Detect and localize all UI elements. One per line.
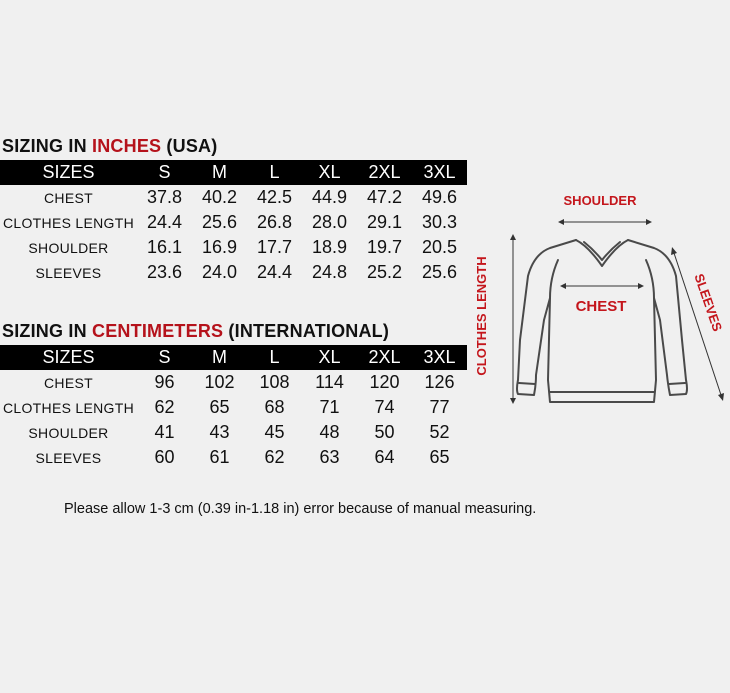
table-row — [0, 420, 467, 445]
cell: 16.1 — [146, 237, 183, 257]
table-row — [0, 235, 467, 260]
clothes-length-label: CLOTHES LENGTH — [474, 256, 489, 376]
row-label: CHEST — [44, 374, 93, 391]
clothes-length-arrow-head-top — [510, 234, 516, 240]
sweater-measurement-diagram — [470, 180, 730, 430]
cell: 60 — [154, 447, 175, 467]
header-cell: 2XL — [357, 160, 412, 185]
cell: 52 — [429, 422, 450, 442]
cell: 19.7 — [366, 237, 403, 257]
inches-title-prefix: SIZING IN — [2, 136, 93, 156]
row-label: CLOTHES LENGTH — [3, 214, 134, 231]
cm-title-highlight: CENTIMETERS — [92, 321, 224, 341]
cell: 29.1 — [366, 212, 403, 232]
row-label: SLEEVES — [35, 449, 102, 466]
cell: 28.0 — [311, 212, 348, 232]
cell: 47.2 — [366, 187, 403, 207]
row-label: CLOTHES LENGTH — [3, 399, 134, 416]
sleeves-label: SLEEVES — [691, 271, 726, 334]
cell: 74 — [374, 397, 395, 417]
sweater-diagram-svg — [470, 180, 730, 430]
header-cell: L — [247, 345, 302, 370]
header-cell: 3XL — [412, 160, 467, 185]
cell: 41 — [154, 422, 175, 442]
header-cell: SIZES — [0, 160, 137, 185]
cell: 18.9 — [311, 237, 348, 257]
header-cell: S — [137, 345, 192, 370]
cm-title-suffix: (INTERNATIONAL) — [223, 321, 390, 341]
centimeters-section-title — [2, 321, 389, 342]
sweater-outline — [517, 240, 687, 402]
cell: 24.8 — [311, 262, 348, 282]
cell: 65 — [429, 447, 450, 467]
cell: 42.5 — [256, 187, 293, 207]
header-cell: 3XL — [412, 345, 467, 370]
cell: 25.6 — [201, 212, 238, 232]
cell: 30.3 — [421, 212, 458, 232]
table-row — [0, 370, 467, 395]
header-cell: 2XL — [357, 345, 412, 370]
row-label: CHEST — [44, 189, 93, 206]
cell: 62 — [154, 397, 175, 417]
cell: 65 — [209, 397, 230, 417]
cell: 126 — [424, 372, 455, 392]
measurement-note: Please allow 1-3 cm (0.39 in-1.18 in) error because of manual measuring. — [64, 501, 537, 517]
sleeves-arrow-head-bottom — [718, 393, 724, 401]
header-cell: S — [137, 160, 192, 185]
cell: 50 — [374, 422, 395, 442]
table-row — [0, 185, 467, 210]
table-row — [0, 210, 467, 235]
cell: 114 — [315, 372, 344, 392]
inches-size-table — [0, 160, 467, 285]
cell: 24.0 — [201, 262, 238, 282]
clothes-length-arrow-head-bottom — [510, 398, 516, 404]
cell: 40.2 — [201, 187, 238, 207]
shoulder-arrow-head-left — [558, 219, 564, 225]
cell: 71 — [319, 397, 340, 417]
cell: 64 — [374, 447, 395, 467]
cm-header-row — [0, 345, 467, 370]
cell: 102 — [204, 372, 235, 392]
header-cell: SIZES — [0, 345, 137, 370]
cell: 120 — [369, 372, 400, 392]
cell: 37.8 — [146, 187, 183, 207]
header-cell: L — [247, 160, 302, 185]
header-cell: M — [192, 160, 247, 185]
cell: 25.6 — [421, 262, 458, 282]
cell: 24.4 — [256, 262, 293, 282]
cell: 26.8 — [256, 212, 293, 232]
cell: 25.2 — [366, 262, 403, 282]
cell: 62 — [264, 447, 285, 467]
header-cell: XL — [302, 345, 357, 370]
header-cell: M — [192, 345, 247, 370]
cell: 24.4 — [146, 212, 183, 232]
inches-title-highlight: INCHES — [92, 136, 162, 156]
cm-title-prefix: SIZING IN — [2, 321, 93, 341]
cell: 77 — [429, 397, 450, 417]
row-label: SHOULDER — [28, 239, 109, 256]
cell: 61 — [209, 447, 230, 467]
cell: 44.9 — [311, 187, 348, 207]
cell: 16.9 — [201, 237, 238, 257]
chest-label: CHEST — [575, 298, 627, 315]
cell: 23.6 — [146, 262, 183, 282]
chest-arrow-head-left — [560, 283, 566, 289]
row-label: SLEEVES — [35, 264, 102, 281]
inches-header-row — [0, 160, 467, 185]
table-row — [0, 260, 467, 285]
cell: 43 — [209, 422, 230, 442]
cell: 45 — [264, 422, 285, 442]
inches-section-title — [2, 136, 217, 157]
cell: 63 — [319, 447, 340, 467]
table-row — [0, 395, 467, 420]
cell: 49.6 — [421, 187, 458, 207]
shoulder-label: SHOULDER — [563, 193, 637, 208]
header-cell: XL — [302, 160, 357, 185]
cell: 96 — [154, 372, 175, 392]
chest-arrow-head-right — [638, 283, 644, 289]
table-row — [0, 445, 467, 470]
cell: 108 — [259, 372, 290, 392]
cell: 20.5 — [421, 237, 458, 257]
cell: 48 — [319, 422, 340, 442]
cell: 68 — [264, 397, 285, 417]
row-label: SHOULDER — [28, 424, 109, 441]
cell: 17.7 — [256, 237, 293, 257]
sleeves-arrow-head-top — [671, 247, 677, 255]
centimeters-size-table — [0, 345, 467, 470]
inches-title-suffix: (USA) — [161, 136, 218, 156]
shoulder-arrow-head-right — [646, 219, 652, 225]
